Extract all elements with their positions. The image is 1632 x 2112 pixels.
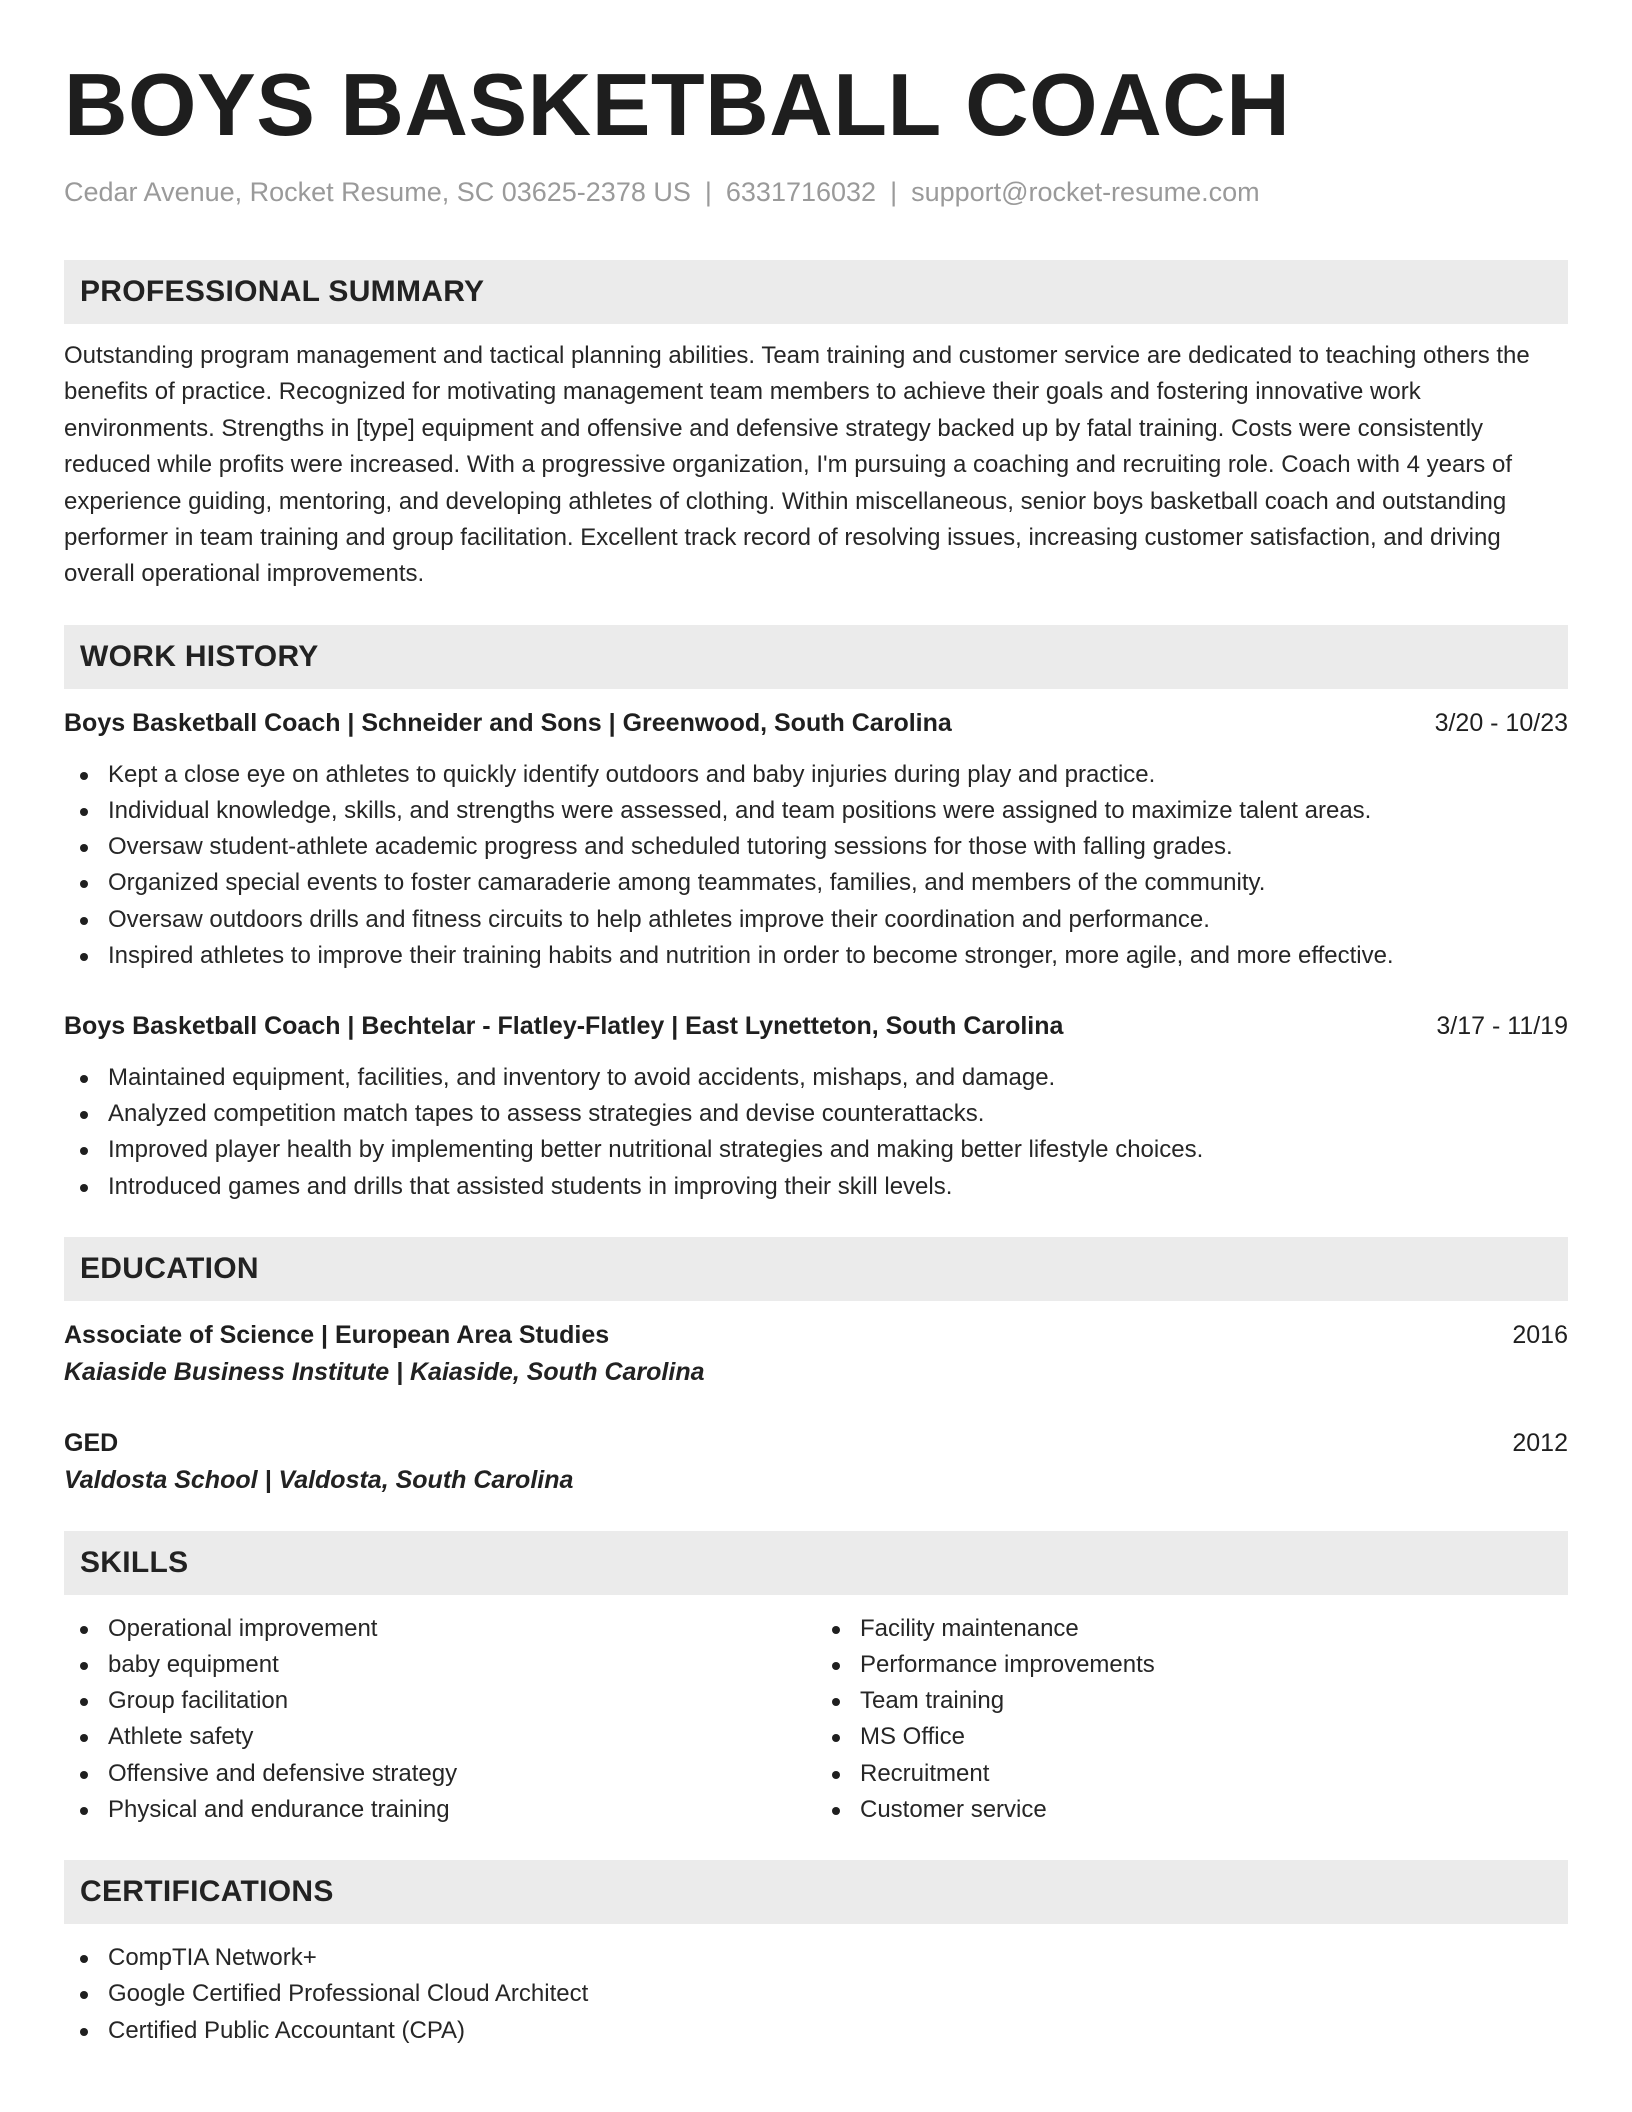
skill-item: baby equipment: [64, 1647, 816, 1683]
job-bullet: Kept a close eye on athletes to quickly identify outdoors and baby injuries during play and practice.: [64, 757, 1568, 793]
certifications-list: [64, 1940, 1568, 2049]
job-dates: 3/20 - 10/23: [1434, 708, 1568, 737]
section-heading-education: EDUCATION: [80, 1251, 259, 1285]
skill-item: Offensive and defensive strategy: [64, 1756, 816, 1792]
section-header: [64, 625, 1568, 689]
job-dates: 3/17 - 11/19: [1436, 1012, 1568, 1041]
education-entry: [64, 1317, 1568, 1391]
job-entry: [64, 705, 1568, 974]
job-title: Boys Basketball Coach | Schneider and Sons | Greenwood, South Carolina: [64, 708, 952, 737]
skills-section: [64, 1531, 1568, 1828]
skills-list-right: [816, 1611, 1568, 1828]
contact-separator: |: [704, 177, 712, 207]
job-bullet: Introduced games and drills that assisted students in improving their skill levels.: [64, 1169, 1568, 1205]
skill-item: Customer service: [816, 1792, 1568, 1828]
education-school: Valdosta School | Valdosta, South Carolina: [64, 1465, 574, 1494]
job-bullets: [64, 1060, 1568, 1205]
education-degree: GED: [64, 1428, 119, 1457]
job-bullet: Maintained equipment, facilities, and inventory to avoid accidents, mishaps, and damage.: [64, 1060, 1568, 1096]
skill-item: Physical and endurance training: [64, 1792, 816, 1828]
section-heading-summary: PROFESSIONAL SUMMARY: [80, 275, 485, 308]
education-header: [64, 1317, 1568, 1353]
job-title: Boys Basketball Coach | Bechtelar - Flatley-Flatley | East Lynetteton, South Carolina: [64, 1012, 1064, 1041]
skills-list-left: [64, 1611, 816, 1828]
job-bullet: Organized special events to foster camaraderie among teammates, families, and members of the community.: [64, 865, 1568, 901]
contact-separator: |: [890, 177, 898, 207]
job-entry: [64, 1008, 1568, 1205]
contact-email: support@rocket-resume.com: [911, 177, 1260, 207]
section-header: [64, 1531, 1568, 1595]
contact-line: [64, 174, 1568, 210]
job-header: [64, 705, 1568, 741]
resume-title: BOYS BASKETBALL COACH: [64, 55, 1291, 154]
summary-text: Outstanding program management and tactical planning abilities. Team training and customer service are dedicated to teaching others the benefits of practice. Recognized for motivating management team members to achieve their goals and fostering innovative work environments. Strengths in [type] equipment and offensive and defensive strategy backed up by fatal training. Costs were consistently reduced while profits were increased. With a progressive organization, I'm pursuing a coaching and recruiting role. Coach with 4 years of experience guiding, mentoring, and developing athletes of clothing. Within miscellaneous, senior boys basketball coach and outstanding performer in team training and group facilitation. Excellent track record of resolving issues, increasing customer satisfaction, and driving overall operational improvements.: [64, 342, 1530, 588]
job-bullet: Improved player health by implementing better nutritional strategies and making better lifestyle choices.: [64, 1132, 1568, 1168]
job-bullet: Inspired athletes to improve their training habits and nutrition in order to become stronger, more agile, and more effective.: [64, 938, 1568, 974]
skill-item: Facility maintenance: [816, 1611, 1568, 1647]
job-bullets: [64, 757, 1568, 974]
summary-section: [64, 260, 1568, 593]
section-header: [64, 1860, 1568, 1924]
job-bullet: Oversaw student-athlete academic progress and scheduled tutoring sessions for those with falling grades.: [64, 829, 1568, 865]
contact-address: Cedar Avenue, Rocket Resume, SC 03625-2378 US: [64, 177, 691, 207]
skill-item: Recruitment: [816, 1756, 1568, 1792]
work-history-section: [64, 625, 1568, 1205]
job-header: [64, 1008, 1568, 1044]
section-heading-certifications: CERTIFICATIONS: [80, 1875, 334, 1909]
skill-item: Group facilitation: [64, 1683, 816, 1719]
section-heading-work-history: WORK HISTORY: [80, 639, 319, 673]
certification-item: Google Certified Professional Cloud Architect: [64, 1976, 1568, 2012]
skill-item: Team training: [816, 1683, 1568, 1719]
section-header: [64, 1237, 1568, 1301]
skill-item: Athlete safety: [64, 1719, 816, 1755]
certification-item: Certified Public Accountant (CPA): [64, 2013, 1568, 2049]
certifications-section: [64, 1860, 1568, 2049]
skill-item: Operational improvement: [64, 1611, 816, 1647]
certification-item: CompTIA Network+: [64, 1940, 1568, 1976]
education-year: 2016: [1512, 1320, 1568, 1349]
job-bullet: Analyzed competition match tapes to assess strategies and devise counterattacks.: [64, 1096, 1568, 1132]
education-school: Kaiaside Business Institute | Kaiaside, South Carolina: [64, 1357, 705, 1386]
education-year: 2012: [1512, 1428, 1568, 1457]
education-section: [64, 1237, 1568, 1499]
skills-columns: [64, 1611, 1568, 1828]
education-degree: Associate of Science | European Area Studies: [64, 1320, 610, 1349]
education-header: [64, 1425, 1568, 1461]
job-bullet: Oversaw outdoors drills and fitness circuits to help athletes improve their coordination and performance.: [64, 902, 1568, 938]
skill-item: MS Office: [816, 1719, 1568, 1755]
job-bullet: Individual knowledge, skills, and strengths were assessed, and team positions were assigned to maximize talent areas.: [64, 793, 1568, 829]
section-heading-skills: SKILLS: [80, 1545, 189, 1579]
skill-item: Performance improvements: [816, 1647, 1568, 1683]
education-entry: [64, 1425, 1568, 1499]
contact-phone: 6331716032: [725, 177, 877, 207]
section-header: [64, 260, 1568, 324]
